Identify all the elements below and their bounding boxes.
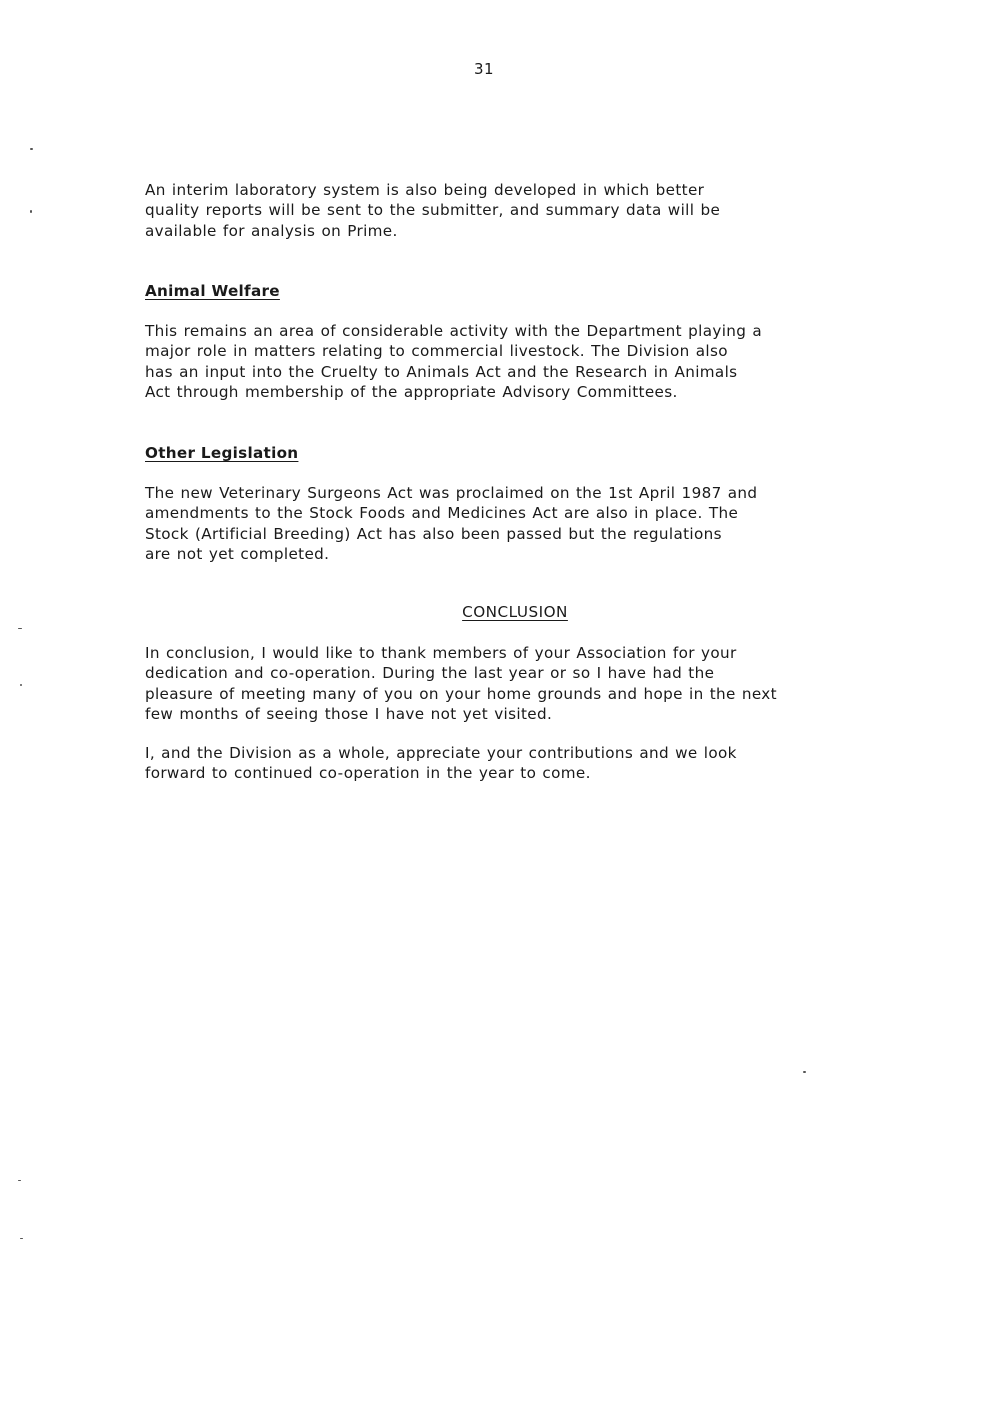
paragraph-line: available for analysis on Prime. bbox=[145, 221, 398, 240]
scan-speck bbox=[30, 210, 32, 213]
conclusion-paragraph-1 bbox=[145, 643, 905, 724]
page-number: 31 bbox=[473, 60, 495, 78]
scan-speck bbox=[18, 1180, 21, 1181]
paragraph-line: dedication and co-operation. During the last year or so I have had the bbox=[145, 664, 715, 683]
paragraph-line: pleasure of meeting many of you on your home grounds and hope in the next bbox=[145, 684, 777, 703]
paragraph-line: This remains an area of considerable activity with the Department playing a bbox=[145, 322, 763, 340]
scan-speck bbox=[30, 148, 33, 150]
other-legislation-paragraph bbox=[145, 483, 905, 564]
paragraph-line: I, and the Division as a whole, appreciate your contributions and we look bbox=[145, 744, 737, 762]
paragraph-line: amendments to the Stock Foods and Medicines Act are also in place. The bbox=[145, 504, 739, 523]
paragraph-line: An interim laboratory system is also being developed in which better bbox=[145, 181, 705, 199]
paragraph-line: few months of seeing those I have not yet visited. bbox=[145, 704, 553, 723]
animal-welfare-paragraph bbox=[145, 321, 905, 402]
animal-welfare-heading: Animal Welfare bbox=[145, 282, 280, 300]
paragraph-line: forward to continued co-operation in the year to come. bbox=[145, 764, 591, 783]
conclusion-heading: CONCLUSION bbox=[462, 603, 568, 621]
paragraph-line: quality reports will be sent to the submitter, and summary data will be bbox=[145, 201, 721, 220]
scan-speck bbox=[20, 684, 22, 686]
scan-speck bbox=[20, 1238, 23, 1239]
scan-speck bbox=[18, 628, 22, 629]
other-legislation-heading: Other Legislation bbox=[145, 444, 299, 462]
intro-paragraph bbox=[145, 180, 905, 241]
paragraph-line: major role in matters relating to commercial livestock. The Division also bbox=[145, 342, 728, 361]
paragraph-line: are not yet completed. bbox=[145, 544, 330, 563]
paragraph-line: has an input into the Cruelty to Animals Act and the Research in Animals bbox=[145, 362, 738, 381]
paragraph-line: In conclusion, I would like to thank members of your Association for your bbox=[145, 644, 737, 662]
paragraph-line: Stock (Artificial Breeding) Act has also been passed but the regulations bbox=[145, 524, 722, 543]
conclusion-paragraph-2 bbox=[145, 743, 905, 784]
scan-speck bbox=[803, 1071, 806, 1073]
paragraph-line: The new Veterinary Surgeons Act was proclaimed on the 1st April 1987 and bbox=[145, 484, 758, 502]
paragraph-line: Act through membership of the appropriate Advisory Committees. bbox=[145, 382, 678, 401]
